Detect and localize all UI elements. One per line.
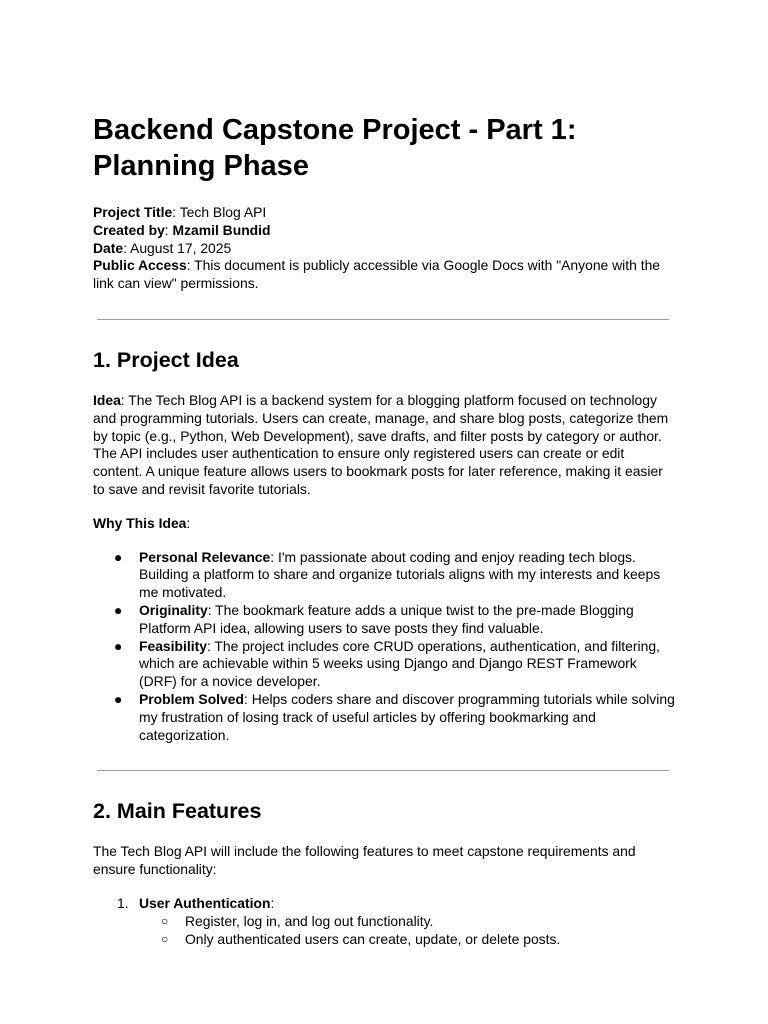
reason-text: : The bookmark feature adds a unique twist to the pre-made Blogging Platform API idea, allowing users to save posts they find valuable. — [139, 601, 634, 636]
list-item — [139, 931, 677, 949]
bullet-icon: ● — [114, 548, 123, 565]
reason-text: : I'm passionate about coding and enjoy reading tech blogs. Building a platform to share and organize tutorials aligns with my interests and keeps me motivated. — [139, 548, 661, 601]
document-meta — [93, 204, 677, 293]
meta-project-title-label: Project Title — [93, 204, 173, 220]
why-this-idea — [93, 515, 677, 533]
meta-project-title — [93, 204, 677, 222]
meta-created-by — [93, 222, 677, 240]
list-item — [93, 691, 677, 744]
reason-text: : The project includes core CRUD operations, authentication, and filtering, which are achievable within 5 weeks using Django and Django REST Framework (DRF) for a novice developer. — [139, 637, 660, 690]
features-list — [93, 895, 677, 948]
why-label: Why This Idea — [93, 514, 187, 531]
reason-label: Problem Solved — [139, 690, 244, 707]
list-item — [139, 913, 677, 931]
meta-public-access — [93, 257, 677, 293]
reason-label: Feasibility — [139, 637, 207, 654]
document-page — [93, 112, 677, 948]
reasons-list — [93, 549, 677, 745]
bullet-icon: ● — [114, 637, 123, 654]
section-heading-main-features: 2. Main Features — [93, 799, 262, 824]
why-suffix: : — [186, 514, 191, 531]
idea-label: Idea — [93, 391, 121, 408]
circle-bullet-icon: ○ — [161, 913, 169, 928]
section-heading-project-idea: 1. Project Idea — [93, 347, 239, 372]
bullet-icon: ● — [114, 601, 123, 618]
sub-item-text: Only authenticated users can create, update, or delete posts. — [185, 930, 561, 947]
list-item — [93, 895, 677, 948]
idea-text: : The Tech Blog API is a backend system for a blogging platform focused on technology and programming tutorials. Users can create, manage, and share blog posts, categorize them by topic (e.g., Python, Web Development), save drafts, and filter posts by category or author. The API includes user authentication to ensure only registered users can create or edit content. A unique feature allows users to bookmark posts for later reference, making it easier to save and revisit favorite tutorials. — [93, 391, 669, 497]
meta-created-by-sep: : — [164, 221, 173, 238]
list-item — [93, 638, 677, 691]
reason-label: Originality — [139, 601, 208, 618]
meta-created-by-value: Mzamil Bundid — [172, 221, 271, 238]
bullet-icon: ● — [114, 690, 123, 707]
list-item — [93, 602, 677, 638]
meta-date-value: : August 17, 2025 — [123, 239, 232, 256]
features-intro: The Tech Blog API will include the following features to meet capstone requirements and ensure functionality: — [93, 843, 636, 878]
meta-public-access-value: : This document is publicly accessible via Google Docs with "Anyone with the link can view" permissions. — [93, 257, 661, 292]
feature-label: User Authentication — [139, 894, 271, 911]
feature-suffix: : — [270, 894, 275, 911]
list-item — [93, 549, 677, 602]
meta-project-title-value: : Tech Blog API — [172, 204, 267, 220]
meta-created-by-label: Created by — [93, 221, 165, 238]
idea-paragraph — [93, 392, 677, 499]
feature-number: 1. — [117, 894, 129, 911]
reason-label: Personal Relevance — [139, 548, 271, 565]
circle-bullet-icon: ○ — [161, 931, 169, 946]
meta-public-access-label: Public Access — [93, 257, 187, 274]
sub-item-text: Register, log in, and log out functionality. — [185, 912, 434, 929]
meta-date — [93, 240, 677, 258]
meta-date-label: Date — [93, 239, 124, 256]
reason-text: : Helps coders share and discover programming tutorials while solving my frustration of losing track of useful articles by offering bookmarking and categorization. — [139, 690, 675, 743]
feature-sub-list — [139, 913, 677, 949]
document-title: Backend Capstone Project - Part 1: Planning Phase — [93, 114, 577, 182]
